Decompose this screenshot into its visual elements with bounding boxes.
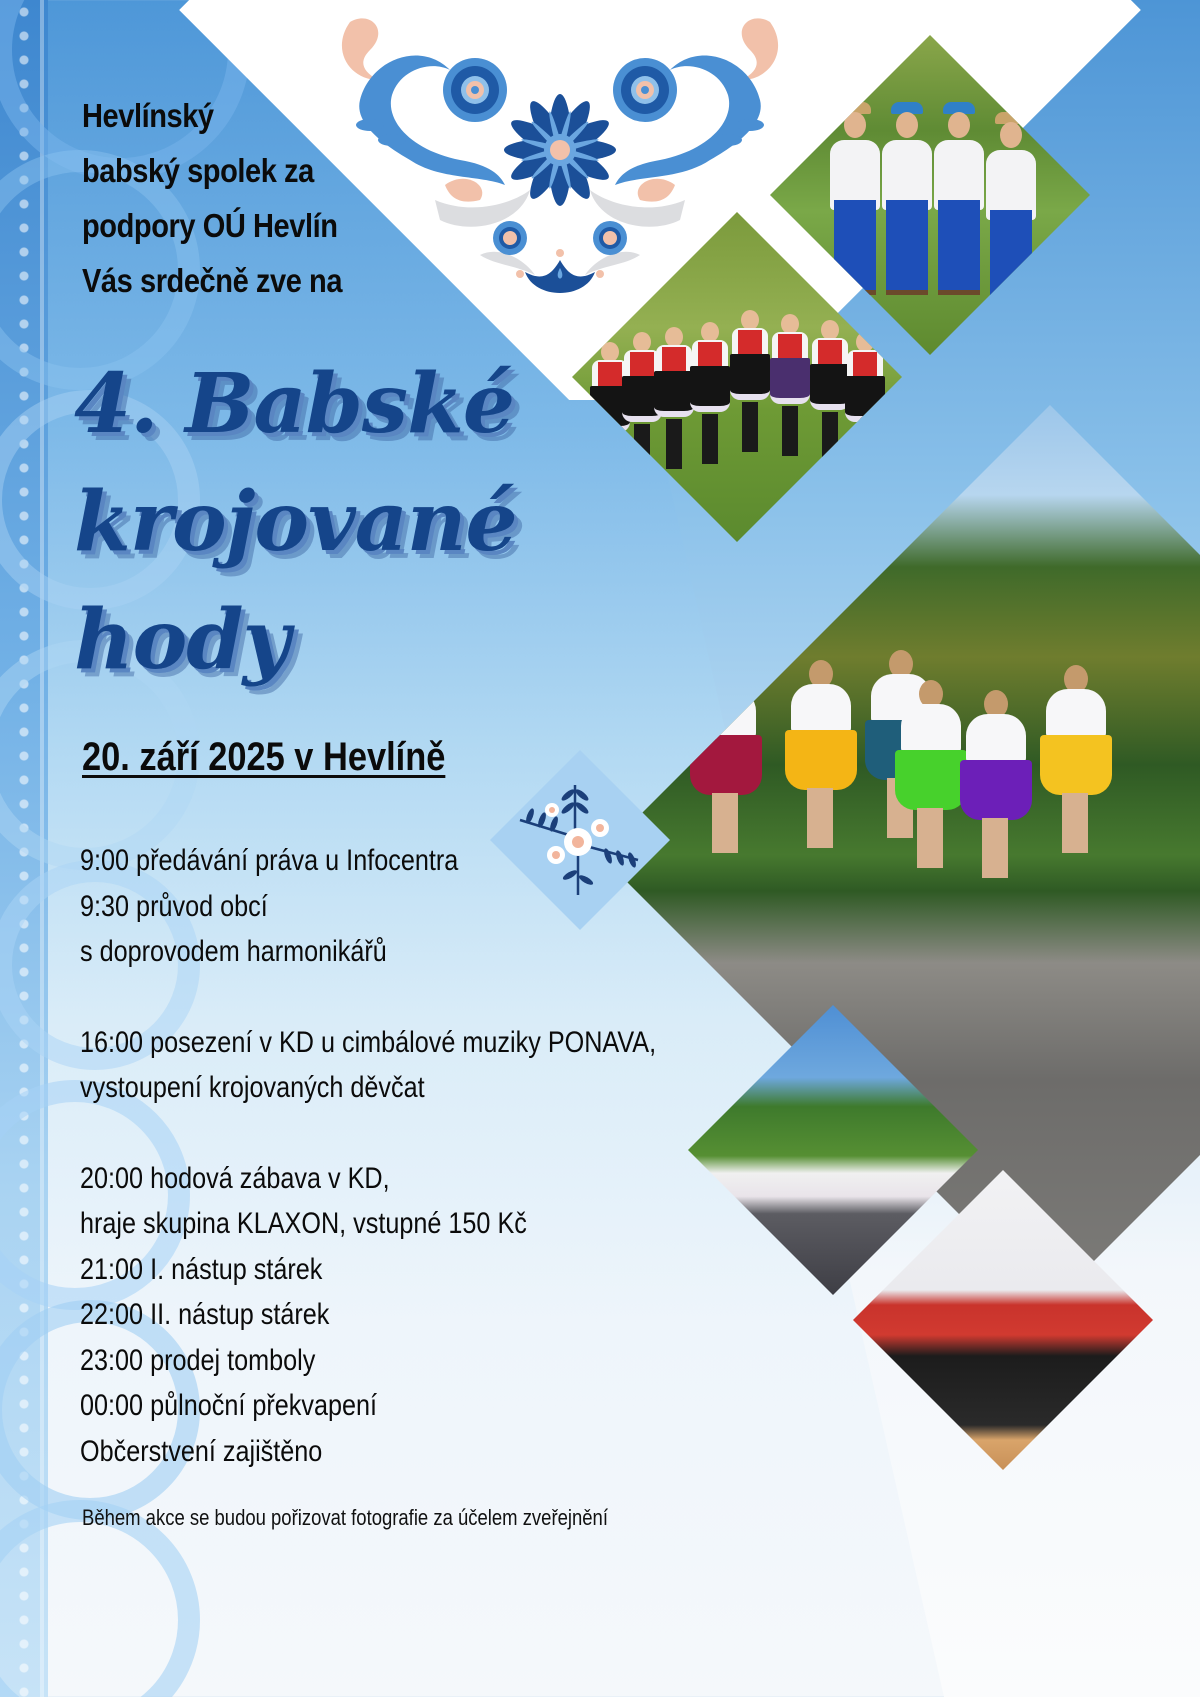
schedule-item: 20:00 hodová zábava v KD, [80, 1161, 390, 1195]
event-title [74, 345, 517, 699]
figure [1040, 665, 1110, 865]
schedule-item: 16:00 posezení v KD u cimbálové muziky PONAVA, [80, 1025, 657, 1059]
event-date: 20. září 2025 v Hevlíně [82, 735, 446, 779]
photo-consent-note: Během akce se budou pořizovat fotografie za účelem zveřejnění [82, 1505, 608, 1530]
schedule-item: s doprovodem harmonikářů [80, 935, 387, 968]
figure [785, 660, 855, 860]
figure [895, 680, 965, 880]
schedule-item: 22:00 II. nástup stárek [80, 1298, 330, 1331]
schedule-item: vystoupení krojovaných děvčat [80, 1071, 425, 1104]
event-schedule [80, 838, 656, 1474]
figure [960, 690, 1030, 890]
schedule-item: 9:30 průvod obcí [80, 889, 268, 923]
figure [732, 310, 768, 460]
schedule-spacer [80, 1111, 656, 1156]
invitation-intro [82, 88, 342, 308]
intro-line: babský spolek za [82, 152, 314, 189]
title-line: krojované [74, 474, 517, 570]
figure [772, 314, 808, 464]
schedule-item: 21:00 I. nástup stárek [80, 1252, 323, 1286]
figure [692, 322, 728, 472]
schedule-item: Občerstvení zajištěno [80, 1434, 323, 1468]
title-line: hody [74, 592, 290, 688]
schedule-spacer [80, 975, 656, 1020]
figure [934, 140, 984, 300]
intro-line: Hevlínský [82, 97, 214, 134]
intro-line: podpory OÚ Hevlín [82, 207, 338, 244]
schedule-item: 00:00 půlnoční překvapení [80, 1389, 378, 1422]
intro-line: Vás srdečně zve na [82, 262, 343, 299]
schedule-item: 9:00 předávání práva u Infocentra [80, 844, 459, 877]
schedule-item: 23:00 prodej tomboly [80, 1343, 316, 1377]
figure [882, 140, 932, 300]
figure [656, 327, 692, 477]
title-line: 4. Babské [74, 356, 515, 452]
schedule-item: hraje skupina KLAXON, vstupné 150 Kč [80, 1207, 527, 1240]
